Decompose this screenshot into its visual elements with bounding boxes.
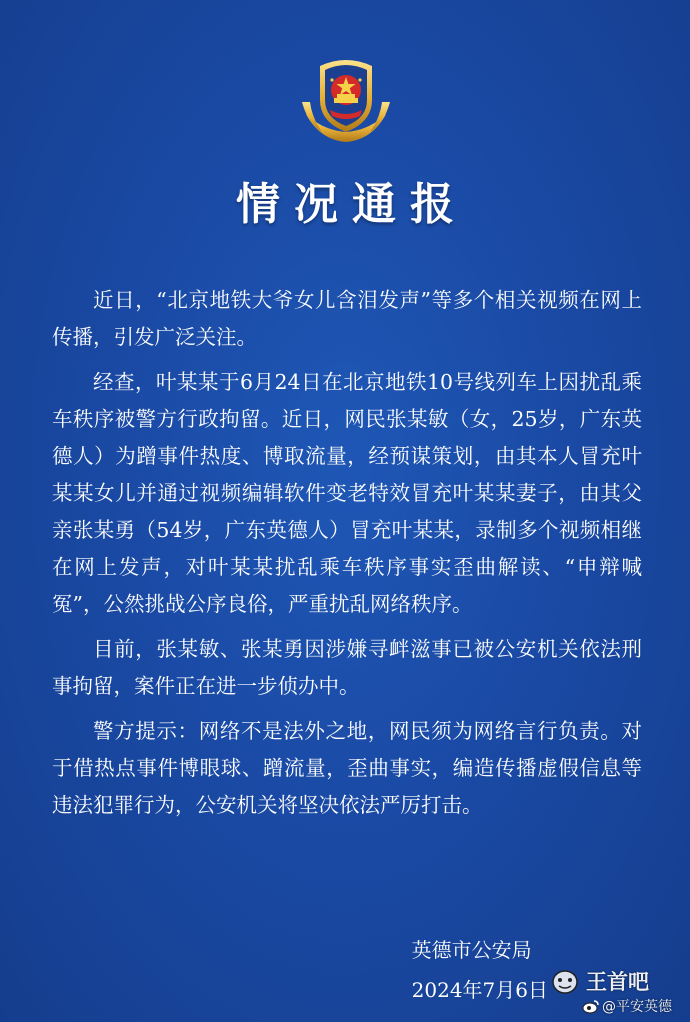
issue-date: 2024年7月6日 [411, 978, 548, 1002]
paragraph: 警方提示：网络不是法外之地，网民须为网络言行负责。对于借热点事件博眼球、蹭流量，歪曲事实，编造传播虚假信息等违法犯罪行为，公安机关将坚决依法严厉打击。 [52, 719, 642, 817]
paragraph: 目前，张某敏、张某勇因涉嫌寻衅滋事已被公安机关依法刑事拘留，案件正在进一步侦办中。 [52, 637, 642, 698]
notice-body [52, 282, 642, 832]
page-title: 情况通报 [236, 179, 468, 230]
paragraph: 经查，叶某某于6月24日在北京地铁10号线列车上因扰乱乘车秩序被警方行政拘留。近日，网民张某敏（女，25岁，广东英德人）为蹭事件热度、博取流量，经预谋策划，由其本人冒充叶某某女儿并通过视频编辑软件变老特效冒充叶某某妻子，由其父亲张某勇（54岁，广东英德人）冒充叶某某，录制多个视频相继在网上发声，对叶某某扰乱乘车秩序事实歪曲解读、“申辩喊冤”，公然挑战公序良俗，严重扰乱网络秩序。 [52, 370, 642, 616]
cartoon-face-icon [550, 968, 580, 994]
police-emblem-icon [300, 52, 392, 144]
watermark-account [582, 996, 672, 1016]
signature-block [412, 930, 548, 1010]
watermark-account-text: @平安英德 [602, 999, 672, 1015]
watermark-logo [550, 966, 680, 996]
issuer-name: 英德市公安局 [411, 938, 532, 962]
paragraph: 近日，“北京地铁大爷女儿含泪发声”等多个相关视频在网上传播，引发广泛关注。 [52, 288, 642, 349]
watermark-logo-text: 王首吧 [586, 970, 649, 994]
weibo-icon [582, 998, 600, 1014]
